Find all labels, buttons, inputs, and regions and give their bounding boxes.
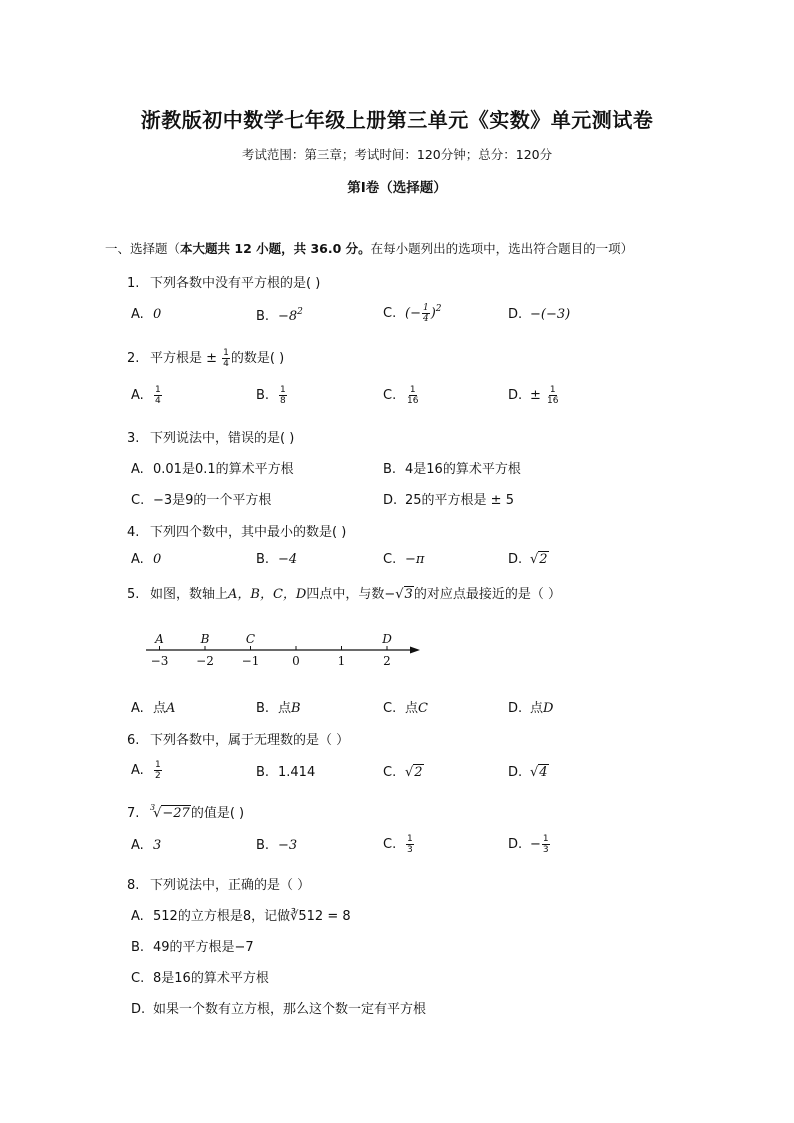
q2-option-d[interactable] — [508, 385, 560, 406]
q7-option-d[interactable] — [508, 834, 551, 855]
q6-option-b[interactable] — [256, 765, 315, 780]
part-heading-count: 本大题共 12 小题，共 36.0 分。 — [180, 241, 371, 256]
section-title: 第Ⅰ卷（选择题） — [347, 180, 447, 196]
option-letter: A. — [131, 838, 144, 853]
point-label: C — [245, 632, 256, 646]
q5-option-b[interactable] — [256, 697, 301, 716]
question-number: 3. — [127, 431, 140, 446]
option-text: 4是16的算术平方根 — [405, 462, 521, 477]
question-stem: 下列四个数中，其中最小的数是( ) — [150, 525, 347, 540]
q2-option-b[interactable] — [256, 385, 288, 406]
point-label: A — [155, 632, 164, 646]
question-stem-start: 如图，数轴上 — [150, 587, 229, 602]
option-point-name: B — [291, 701, 301, 716]
question-6 — [127, 729, 349, 748]
option-text: $\frac{1}{2}$ — [155, 760, 161, 781]
option-letter: A. — [131, 552, 144, 567]
question-stem-end: 的数是( ) — [230, 351, 285, 366]
point-list: A，B，C，D — [228, 587, 307, 602]
option-letter: B. — [256, 701, 270, 716]
q5-option-c[interactable] — [383, 697, 428, 716]
q8-option-b[interactable] — [131, 936, 254, 955]
q1-option-d[interactable] — [508, 307, 570, 322]
question-stem: 下列说法中，正确的是（ ） — [150, 878, 311, 893]
option-letter: C. — [383, 765, 397, 780]
q1-option-a[interactable] — [131, 307, 161, 322]
option-text: 0.01是0.1的算术平方根 — [153, 462, 294, 477]
q2-option-c[interactable] — [383, 385, 420, 406]
option-text: 3 — [153, 838, 162, 853]
question-number: 7. — [127, 806, 140, 821]
option-letter: B. — [256, 838, 270, 853]
question-number: 5. — [127, 587, 140, 602]
question-5 — [127, 583, 561, 602]
option-text: $\frac{1}{4}$ — [155, 385, 161, 406]
option-text: $\frac{1}{8}$ — [280, 385, 286, 406]
q5-option-d[interactable] — [508, 697, 553, 716]
option-letter: B. — [131, 940, 145, 955]
option-letter: C. — [383, 306, 397, 321]
question-7 — [127, 802, 244, 821]
option-text: ± $\frac{1}{16}$ — [530, 385, 559, 406]
option-text: $-8^2$ — [278, 307, 303, 324]
exam-info: 考试范围：第三章；考试时间：120分钟；总分：120分 — [241, 147, 553, 162]
question-stem: 下列各数中没有平方根的是( ) — [150, 276, 321, 291]
question-stem: 下列各数中，属于无理数的是（ ） — [150, 733, 350, 748]
tick-label: 2 — [383, 654, 391, 668]
option-text: −3 — [278, 838, 298, 853]
question-number: 1. — [127, 276, 140, 291]
tick-label: −3 — [150, 654, 169, 668]
question-2 — [127, 347, 284, 369]
option-point-name: D — [543, 701, 554, 716]
option-letter: D. — [131, 1002, 146, 1017]
point-label: B — [200, 632, 210, 646]
q4-option-d[interactable] — [508, 552, 549, 567]
number-line-figure — [140, 628, 440, 673]
option-letter: D. — [508, 307, 523, 322]
part-heading-instructions: 在每小题列出的选项中，选出符合题目的一项） — [370, 241, 634, 256]
q4-option-c[interactable] — [383, 552, 424, 567]
option-point-name: A — [166, 701, 176, 716]
option-text: −π — [405, 552, 425, 567]
option-text: 512的立方根是8，记做∛512 = 8 — [153, 909, 351, 924]
option-text: 点 — [530, 701, 544, 716]
q6-option-a[interactable] — [131, 760, 163, 781]
question-stem: 下列说法中，错误的是( ) — [150, 431, 295, 446]
q8-option-c[interactable] — [131, 967, 269, 986]
fraction-one-quarter: $\frac{1}{4}$ — [223, 348, 229, 369]
option-letter: D. — [508, 837, 523, 852]
q3-option-b[interactable] — [383, 458, 521, 477]
option-text: $\frac{1}{3}$ — [407, 834, 413, 855]
option-text: −3是9的一个平方根 — [153, 493, 272, 508]
q4-option-b[interactable] — [256, 552, 297, 567]
option-point-name: C — [418, 701, 428, 716]
question-1 — [127, 272, 320, 291]
option-text: −(−3) — [530, 307, 571, 322]
question-number: 4. — [127, 525, 140, 540]
option-letter: B. — [256, 388, 270, 403]
question-8 — [127, 874, 310, 893]
tick-label: −2 — [196, 654, 214, 668]
q5-option-a[interactable] — [131, 697, 175, 716]
option-letter: A. — [131, 307, 144, 322]
option-letter: A. — [131, 909, 144, 924]
q8-option-a[interactable] — [131, 905, 351, 924]
q6-option-d[interactable] — [508, 765, 549, 780]
question-number: 8. — [127, 878, 140, 893]
point-label: D — [382, 632, 392, 646]
q7-option-b[interactable] — [256, 838, 297, 853]
option-text: 点 — [278, 701, 292, 716]
option-text: √4 — [530, 765, 548, 780]
option-text: 如果一个数有立方根，那么这个数一定有平方根 — [153, 1002, 427, 1017]
option-letter: A. — [131, 701, 144, 716]
option-letter: C. — [131, 971, 145, 986]
option-text: 点 — [153, 701, 167, 716]
option-letter: B. — [256, 765, 270, 780]
option-letter: A. — [131, 462, 144, 477]
q2-option-a[interactable] — [131, 385, 163, 406]
option-letter: C. — [383, 837, 397, 852]
option-letter: C. — [383, 552, 397, 567]
tick-label: 0 — [292, 654, 300, 668]
option-text: $\frac{1}{16}$ — [407, 385, 419, 406]
option-text: √2 — [405, 765, 423, 780]
tick-label: −1 — [241, 654, 260, 668]
q1-option-c[interactable] — [383, 303, 442, 324]
option-text: √2 — [530, 552, 548, 567]
question-stem-middle: 四点中，与数 — [306, 587, 385, 602]
q7-option-c[interactable] — [383, 834, 415, 855]
option-text: − $\frac{1}{3}$ — [530, 834, 549, 855]
option-letter: D. — [508, 388, 523, 403]
part-heading — [105, 239, 633, 257]
option-letter: B. — [383, 462, 397, 477]
option-text: (− $\frac{1}{4}$ )$^2$ — [405, 303, 442, 324]
option-letter: C. — [383, 388, 397, 403]
q1-option-b[interactable] — [256, 307, 303, 324]
q3-option-a[interactable] — [131, 458, 294, 477]
question-number: 6. — [127, 733, 140, 748]
q3-option-c[interactable] — [131, 489, 271, 508]
question-number: 2. — [127, 351, 140, 366]
cube-root-expression: $^3$√−27 — [150, 803, 190, 821]
option-letter: D. — [508, 765, 523, 780]
q7-option-a[interactable] — [131, 838, 161, 853]
question-stem-start: 平方根是 ± — [150, 351, 222, 366]
option-letter: D. — [508, 701, 523, 716]
page-title: 浙教版初中数学七年级上册第三单元《实数》单元测试卷 — [140, 108, 654, 132]
question-4 — [127, 521, 346, 540]
question-stem-end: 的对应点最接近的是（ ） — [413, 587, 561, 602]
number-line-arrow — [410, 647, 420, 654]
option-letter: C. — [383, 701, 397, 716]
option-text: 1.414 — [278, 765, 316, 780]
q8-option-d[interactable] — [131, 998, 426, 1017]
tick-label: 1 — [337, 654, 346, 668]
option-text: 点 — [405, 701, 419, 716]
q4-option-a[interactable] — [131, 552, 161, 567]
question-stem-end: 的值是( ) — [190, 806, 245, 821]
option-letter: D. — [508, 552, 523, 567]
question-3 — [127, 427, 294, 446]
q6-option-c[interactable] — [383, 765, 424, 780]
option-letter: A. — [131, 388, 144, 403]
option-text: 25的平方根是 ± 5 — [405, 493, 514, 508]
option-text: 0 — [153, 307, 162, 322]
option-letter: B. — [256, 309, 270, 324]
q3-option-d[interactable] — [383, 489, 514, 508]
option-text: −4 — [278, 552, 298, 567]
option-text: 8是16的算术平方根 — [153, 971, 269, 986]
neg-sqrt-3: −√3 — [384, 587, 413, 602]
option-letter: B. — [256, 552, 270, 567]
option-letter: C. — [131, 493, 145, 508]
option-text: 0 — [153, 552, 162, 567]
option-letter: D. — [383, 493, 398, 508]
option-text: 49的平方根是−7 — [153, 940, 254, 955]
part-heading-prefix: 一、选择题（ — [105, 241, 181, 256]
option-letter: A. — [131, 763, 144, 778]
